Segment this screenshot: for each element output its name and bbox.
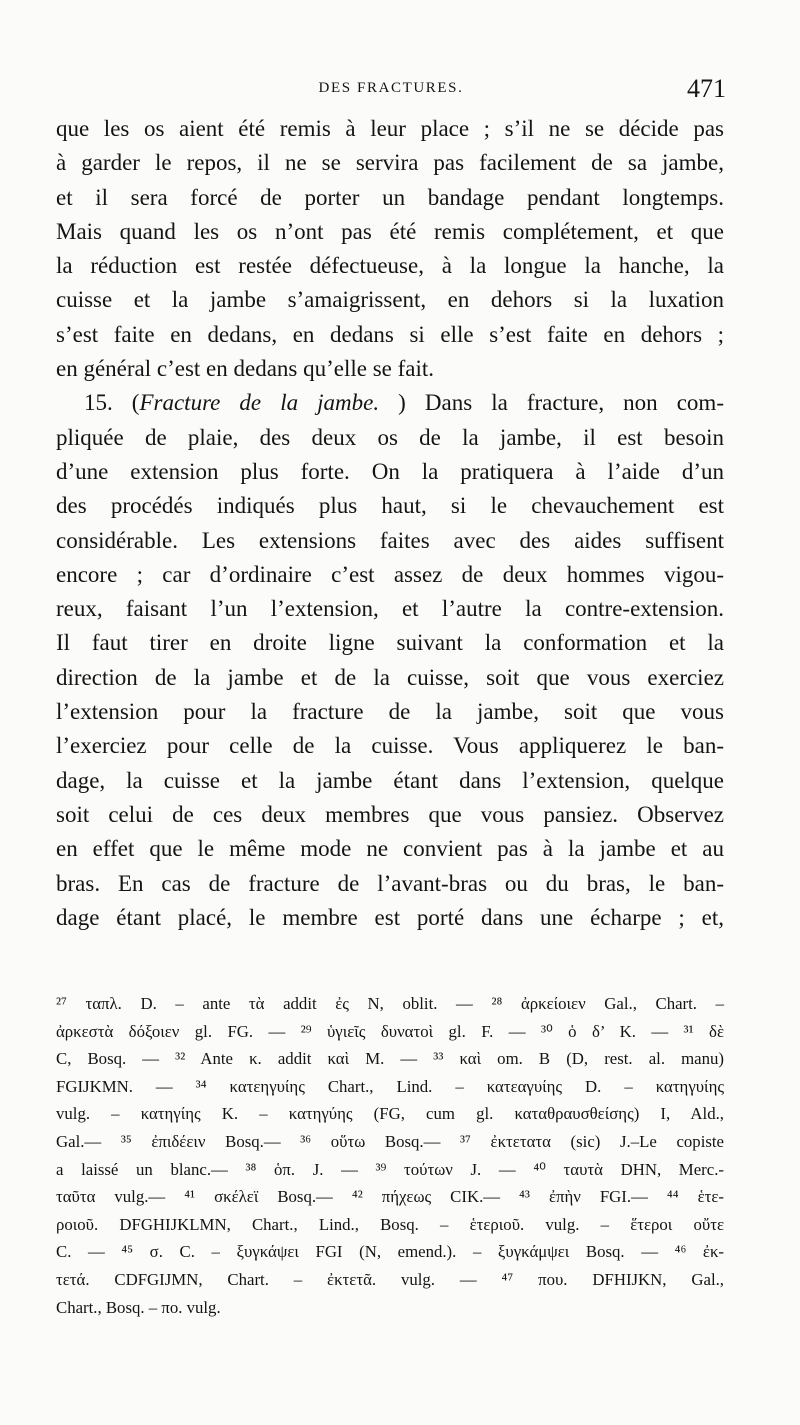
text-line: que les os aient été remis à leur place ; s’il ne se décide pas (56, 116, 724, 141)
text-line: des procédés indiqués plus haut, si le chevauchement est (56, 493, 724, 519)
text-line: encore ; car d’ordinaire c’est assez de deux hommes vigou- (56, 561, 724, 587)
text-line: en général c’est en dedans qu’elle se fait. (56, 356, 435, 382)
main-text (56, 112, 724, 935)
text-line: cuisse et la jambe s’amaigrissent, en dehors si la luxation (56, 287, 724, 313)
text-line: l’exerciez pour celle de la cuisse. Vous appliquerez le ban- (56, 733, 724, 759)
section-line-rest: ) Dans la fracture, non com- (379, 390, 724, 416)
section-title: Fracture de la jambe. (139, 390, 380, 416)
footnote-line: vulg. – κατηγίης K. – κατηγύης (FG, cum gl. καταθραυσθείσης) I, Ald., (56, 1104, 724, 1124)
running-title: DES FRACTURES. (318, 80, 464, 96)
text-line: à garder le repos, il ne se servira pas facilement de sa jambe, (56, 150, 724, 176)
text-line: et il sera forcé de porter un bandage pendant longtemps. (56, 184, 724, 210)
text-line: dage étant placé, le membre est porté dans une écharpe ; et, (56, 904, 724, 930)
footnote-line: ροιοῦ. DFGHIJKLMN, Chart., Lind., Bosq. – ἑτεριοῦ. vulg. – ἕτεροι οὔτε (56, 1214, 724, 1234)
text-line: soit celui de ces deux membres que vous pansiez. Observez (56, 801, 724, 827)
page-header (56, 74, 726, 106)
text-line: pliquée de plaie, des deux os de la jambe, il est besoin (56, 424, 724, 450)
text-line: dage, la cuisse et la jambe étant dans l’extension, quelque (56, 767, 724, 793)
footnote-line: Gal.— ³⁵ ἐπιδέειν Bosq.— ³⁶ οὕτω Bosq.— ³⁷ ἐκτετατα (sic) J.–Le copiste (56, 1131, 724, 1151)
text-line: bras. En cas de fracture de l’avant-bras ou du bras, le ban- (56, 870, 724, 896)
footnote-line: C, Bosq. — ³² Ante κ. addit καὶ M. — ³³ καὶ om. B (D, rest. al. manu) (56, 1049, 724, 1069)
section-heading-line (56, 386, 724, 420)
text-line: d’une extension plus forte. On la pratiquera à l’aide d’un (56, 458, 724, 484)
footnote-line: ταῦτα vulg.— ⁴¹ σκέλεϊ Bosq.— ⁴² πήχεως CIK.— ⁴³ ἐπὴν FGI.— ⁴⁴ ἑτε- (56, 1187, 724, 1207)
footnote-line: FGIJKMN. — ³⁴ κατεηγυίης Chart., Lind. – κατεαγυίης D. – κατηγυίης (56, 1076, 724, 1096)
text-line: s’est faite en dedans, en dedans si elle s’est faite en dehors ; (56, 321, 724, 347)
text-line: considérable. Les extensions faites avec des aides suffisent (56, 527, 724, 553)
footnote-line: a laissé un blanc.— ³⁸ ὁπ. J. — ³⁹ τούτων J. — ⁴⁰ ταυτὰ DHN, Merc.- (56, 1159, 724, 1179)
footnote-line: Chart., Bosq. – πο. vulg. (56, 1297, 221, 1317)
page-number: 471 (687, 74, 726, 103)
text-line: Mais quand les os n’ont pas été remis complétement, et que (56, 218, 724, 244)
footnote-line: ²⁷ ταπλ. D. – ante τὰ addit ἐς N, oblit. — ²⁸ ἀρκείοιεν Gal., Chart. – (56, 994, 724, 1013)
text-line: l’extension pour la fracture de la jambe, soit que vous (56, 699, 724, 725)
footnote-line: ἀρκεστὰ δόξοιεν gl. FG. — ²⁹ ὑγιεῖς δυνατοὶ gl. F. — ³⁰ ὁ δ’ K. — ³¹ δὲ (56, 1021, 724, 1041)
footnote-line: τετά. CDFGIJMN, Chart. – ἐκτετᾶ. vulg. — ⁴⁷ που. DFHIJKN, Gal., (56, 1269, 724, 1289)
text-line: la réduction est restée défectueuse, à la longue la hanche, la (56, 253, 724, 279)
section-number: 15. ( (84, 390, 140, 416)
text-line: Il faut tirer en droite ligne suivant la conformation et la (56, 630, 724, 656)
footnote-line: C. — ⁴⁵ σ. C. – ξυγκάψει FGI (N, emend.). – ξυγκάμψει Bosq. — ⁴⁶ ἐκ- (56, 1242, 724, 1262)
text-line: direction de la jambe et de la cuisse, soit que vous exerciez (56, 664, 724, 690)
text-line: reux, faisant l’un l’extension, et l’autre la contre-extension. (56, 596, 724, 622)
footnotes (56, 990, 724, 1321)
text-line: en effet que le même mode ne convient pas à la jambe et au (56, 836, 724, 862)
